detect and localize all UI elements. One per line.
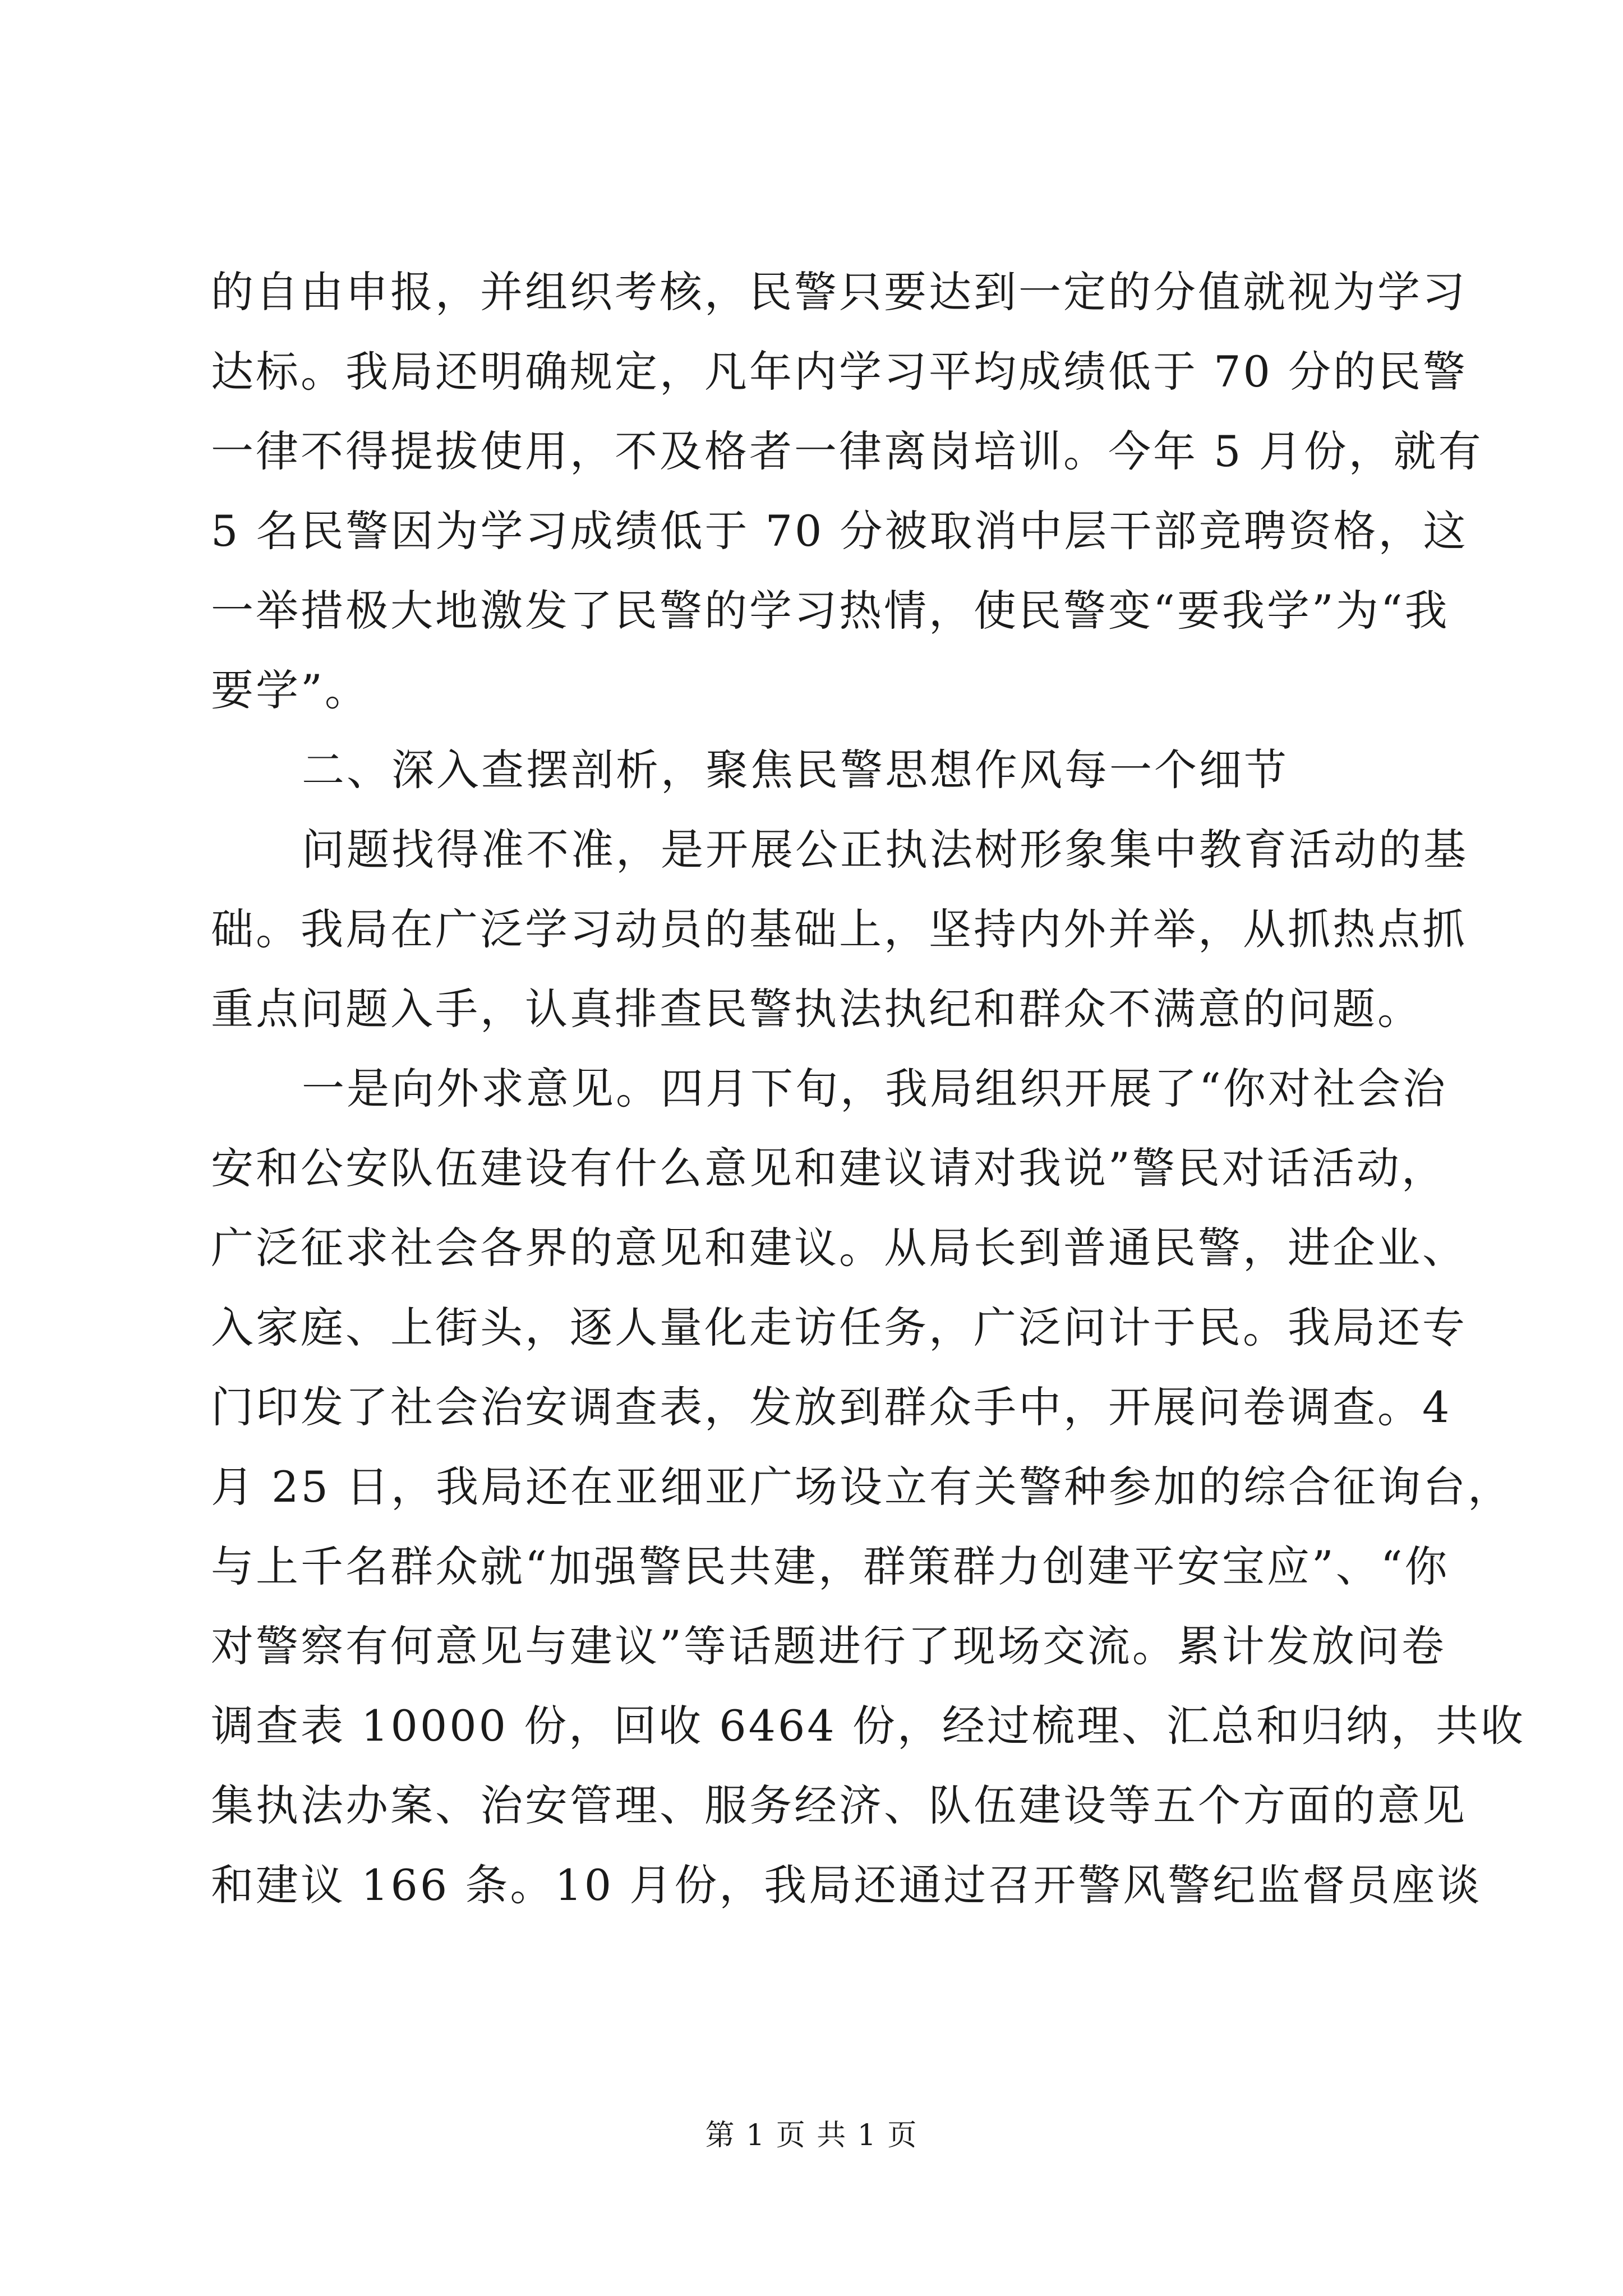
text-line: 5 名民警因为学习成绩低于 70 分被取消中层干部竞聘资格，这 xyxy=(211,506,1468,556)
text-line: 一律不得提拔使用，不及格者一律离岗培训。今年 5 月份，就有 xyxy=(211,426,1483,476)
text-line: 一举措极大地激发了民警的学习热情，使民警变“要我学”为“我 xyxy=(211,586,1450,636)
text-line: 一是向外求意见。四月下旬，我局组织开展了“你对社会治 xyxy=(302,1064,1447,1114)
text-line: 月 25 日，我局还在亚细亚广场设立有关警种参加的综合征询台， xyxy=(211,1462,1513,1512)
page-footer: 第 1 页 共 1 页 xyxy=(705,2119,918,2152)
text-line: 达标。我局还明确规定，凡年内学习平均成绩低于 70 分的民警 xyxy=(211,347,1468,397)
text-line: 对警察有何意见与建议”等话题进行了现场交流。累计发放问卷 xyxy=(211,1621,1446,1671)
text-line: 调查表 10000 份，回收 6464 份，经过梳理、汇总和归纳，共收 xyxy=(211,1701,1525,1751)
text-line: 二、深入查摆剖析，聚焦民警思想作风每一个细节 xyxy=(302,745,1289,795)
text-line: 重点问题入手，认真排查民警执法执纪和群众不满意的问题。 xyxy=(211,984,1422,1034)
document-body xyxy=(211,252,1525,1925)
text-line: 集执法办案、治安管理、服务经济、队伍建设等五个方面的意见 xyxy=(211,1780,1467,1830)
text-line: 础。我局在广泛学习动员的基础上，坚持内外并举，从抓热点抓 xyxy=(211,904,1467,954)
text-line: 的自由申报，并组织考核，民警只要达到一定的分值就视为学习 xyxy=(211,267,1467,317)
text-line: 门印发了社会治安调查表，发放到群众手中，开展问卷调查。4 xyxy=(211,1382,1452,1432)
text-line: 问题找得准不准，是开展公正执法树形象集中教育活动的基 xyxy=(302,825,1468,875)
text-line: 入家庭、上街头，逐人量化走访任务，广泛问计于民。我局还专 xyxy=(211,1303,1467,1352)
text-line: 广泛征求社会各界的意见和建议。从局长到普通民警，进企业、 xyxy=(211,1223,1467,1273)
text-line: 与上千名群众就“加强警民共建，群策群力创建平安宝应”、“你 xyxy=(211,1542,1450,1591)
text-line: 安和公安队伍建设有什么意见和建议请对我说”警民对话活动， xyxy=(211,1143,1446,1193)
text-line: 要学”。 xyxy=(211,665,370,715)
text-line: 和建议 166 条。10 月份，我局还通过召开警风警纪监督员座谈 xyxy=(211,1860,1482,1910)
